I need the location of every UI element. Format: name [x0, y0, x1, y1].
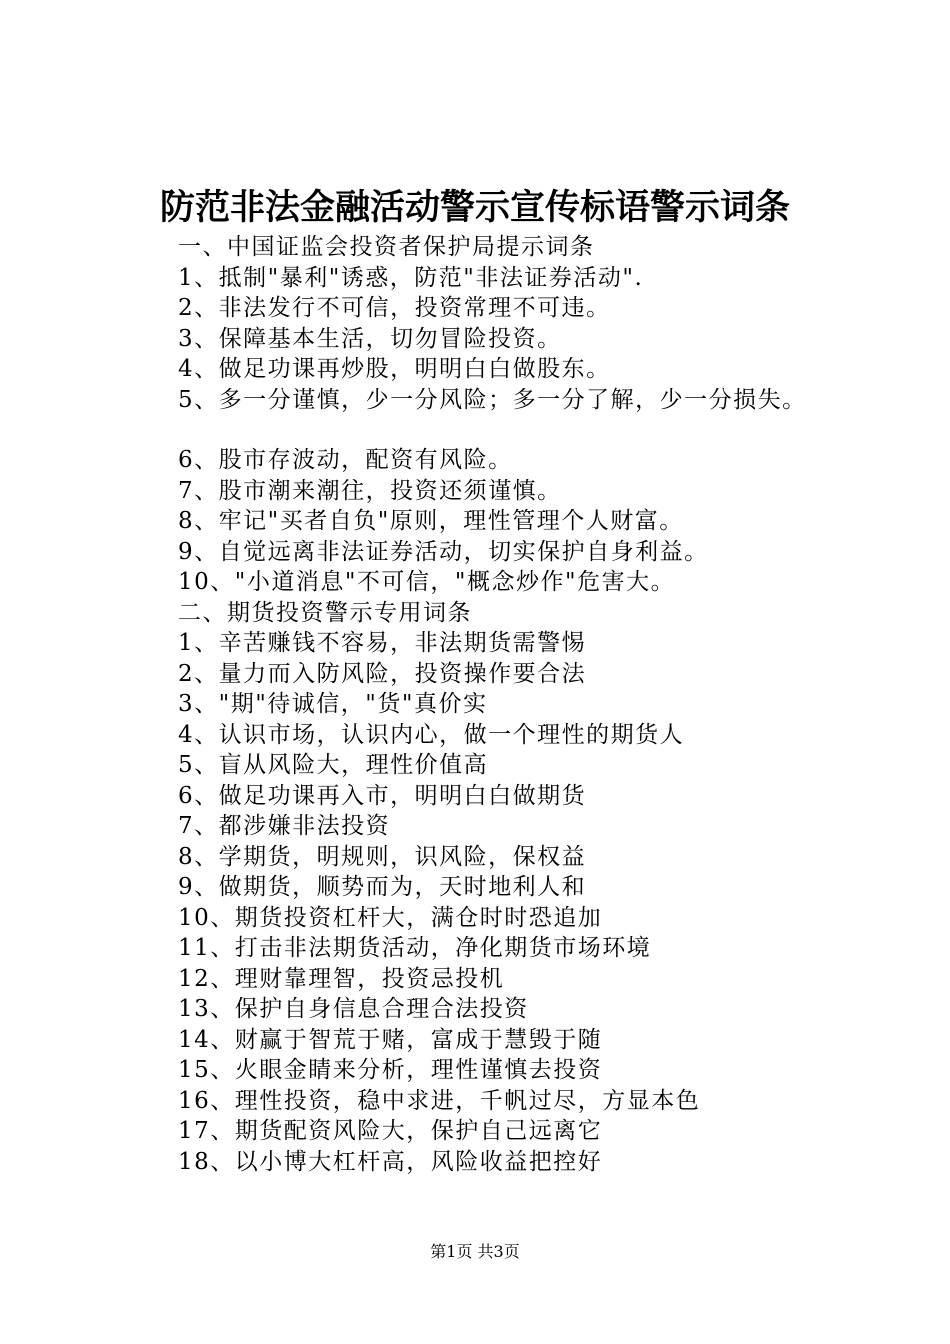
list-item: 2、非法发行不可信，投资常理不可违。: [178, 295, 611, 321]
list-item: 18、以小博大杠杆高，风险收益把控好: [178, 1148, 603, 1175]
list-item: 8、牢记"买者自负"原则，理性管理个人财富。: [178, 508, 684, 534]
list-item: 6、股市存波动，配资有风险。: [178, 447, 513, 473]
list-item: 3、保障基本生活，切勿冒险投资。: [178, 325, 562, 352]
list-item: 15、火眼金睛来分析，理性谨慎去投资: [178, 1057, 603, 1083]
list-item: 4、做足功课再炒股，明明白白做股东。: [178, 356, 611, 382]
list-item: 16、理性投资，稳中求进，千帆过尽，方显本色: [178, 1087, 701, 1114]
document-body: [178, 232, 938, 1177]
list-item: 13、保护自身信息合理合法投资: [178, 996, 529, 1022]
list-item: 1、辛苦赚钱不容易，非法期货需警惕: [178, 630, 587, 656]
list-item: 4、认识市场，认识内心，做一个理性的期货人: [178, 721, 685, 748]
list-item: 9、做期货，顺势而为，天时地利人和: [178, 874, 587, 900]
list-item: 2、量力而入防风险，投资操作要合法: [178, 660, 587, 687]
section-heading: 一、中国证监会投资者保护局提示词条: [178, 234, 595, 260]
document-title: 防范非法金融活动警示宣传标语警示词条: [159, 187, 790, 228]
list-item: 7、股市潮来潮往，投资还须谨慎。: [178, 477, 562, 504]
list-item: 12、理财靠理智，投资忌投机: [178, 965, 505, 992]
section-heading: 二、期货投资警示专用词条: [178, 599, 472, 626]
list-item: 17、期货配资风险大，保护自己远离它: [178, 1118, 603, 1144]
list-item: 7、都涉嫌非法投资: [178, 813, 391, 839]
page-footer: 第1页 共3页: [430, 1242, 520, 1261]
list-item: 9、自觉远离非法证券活动，切实保护自身利益。: [178, 538, 709, 565]
list-item: 6、做足功课再入市，明明白白做期货: [178, 782, 587, 809]
list-item: 14、财赢于智荒于赌，富成于慧毁于随: [178, 1026, 603, 1053]
list-item: 11、打击非法期货活动，净化期货市场环境: [178, 935, 652, 961]
list-item: 8、学期货，明规则，识风险，保权益: [178, 843, 587, 870]
list-item: 10、期货投资杠杆大，满仓时时恐追加: [178, 904, 603, 931]
list-item: 10、"小道消息"不可信，"概念炒作"危害大。: [178, 569, 676, 595]
list-item: 3、"期"待诚信，"货"真价实: [178, 691, 488, 717]
list-item: 5、多一分谨慎，少一分风险；多一分了解，少一分损失。: [178, 386, 807, 413]
paragraph-gap: [178, 415, 938, 445]
list-item: 1、抵制"暴利"诱惑，防范"非法证券活动".: [178, 264, 644, 291]
list-item: 5、盲从风险大，理性价值高: [178, 752, 489, 778]
